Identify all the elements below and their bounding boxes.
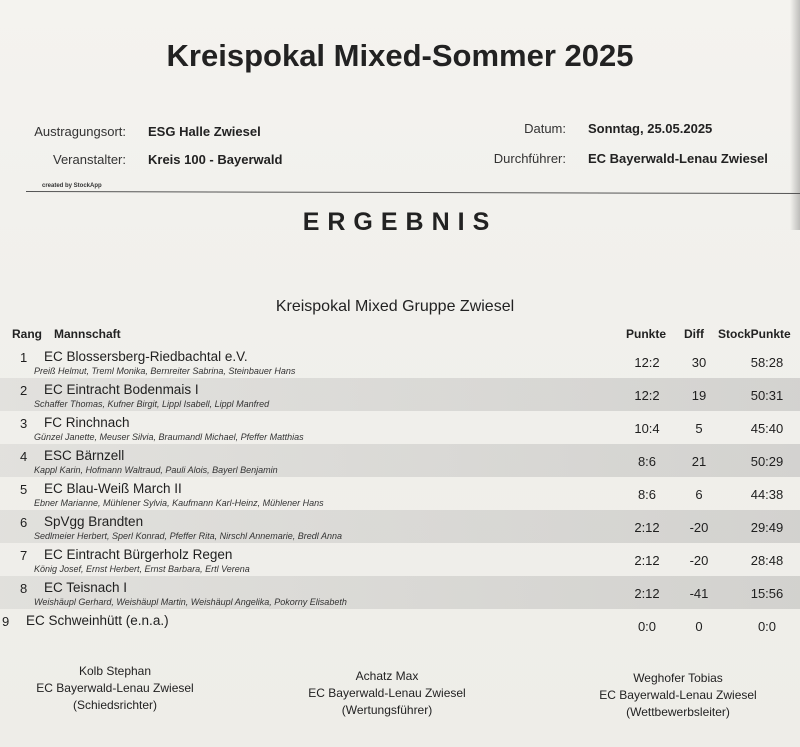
column-header-mannschaft: Mannschaft <box>54 327 121 341</box>
austragungsort-value: ESG Halle Zwiesel <box>148 124 261 139</box>
row-stockpunkte: 0:0 <box>757 619 777 634</box>
row-players: Weishäupl Gerhard, Weishäupl Martin, Weishäupl Angelika, Pokorny Elisabeth <box>34 597 347 607</box>
veranstalter-label: Veranstalter: <box>53 152 126 167</box>
table-row <box>0 510 800 543</box>
row-punkte: 10:4 <box>634 421 660 436</box>
column-header-diff: Diff <box>684 327 704 341</box>
table-row <box>0 444 800 477</box>
row-team: EC Eintracht Bürgerholz Regen <box>44 547 233 562</box>
column-header-punkte: Punkte <box>626 327 667 341</box>
row-team: EC Eintracht Bodenmais I <box>44 382 199 397</box>
table-row <box>0 411 800 444</box>
column-header-rang: Rang <box>12 327 42 341</box>
ergebnis-heading: ERGEBNIS <box>302 208 498 236</box>
signature-role: (Schiedsrichter) <box>72 698 158 712</box>
table-row <box>0 543 800 576</box>
row-team: SpVgg Brandten <box>44 514 144 529</box>
row-team: EC Schweinhütt (e.n.a.) <box>26 613 169 628</box>
signature-wertungsfuehrer <box>272 668 502 719</box>
row-stockpunkte: 50:31 <box>750 388 784 403</box>
row-team: EC Teisnach I <box>44 580 128 595</box>
signature-name: Kolb Stephan <box>78 664 152 678</box>
row-diff: 5 <box>695 421 703 436</box>
row-rank: 9 <box>2 614 10 629</box>
signature-role: (Wertungsführer) <box>341 703 433 717</box>
row-players: Sedlmeier Herbert, Sperl Konrad, Pfeffer Rita, Nirschl Annemarie, Bredl Anna <box>34 531 342 541</box>
row-players: Preiß Helmut, Treml Monika, Bernreiter Sabrina, Steinbauer Hans <box>34 366 296 376</box>
row-stockpunkte: 15:56 <box>750 586 784 601</box>
row-diff: 30 <box>691 355 707 370</box>
row-players: König Josef, Ernst Herbert, Ernst Barbara, Ertl Verena <box>34 564 250 574</box>
durchfuehrer-value: EC Bayerwald-Lenau Zwiesel <box>588 151 768 166</box>
row-players: Ebner Marianne, Mühlener Sylvia, Kaufmann Karl-Heinz, Mühlener Hans <box>34 498 324 508</box>
row-rank: 3 <box>20 416 28 431</box>
row-stockpunkte: 45:40 <box>750 421 784 436</box>
row-rank: 5 <box>20 482 28 497</box>
table-row <box>0 576 800 609</box>
row-team: EC Blossersberg-Riedbachtal e.V. <box>44 349 248 364</box>
row-rank: 1 <box>20 350 28 365</box>
row-punkte: 2:12 <box>634 553 660 568</box>
row-team: ESC Bärnzell <box>44 448 125 463</box>
row-punkte: 2:12 <box>634 586 660 601</box>
row-diff: 21 <box>691 454 707 469</box>
veranstalter-value: Kreis 100 - Bayerwald <box>148 152 283 167</box>
row-team: EC Blau-Weiß March II <box>44 481 182 496</box>
row-punkte: 8:6 <box>637 487 657 502</box>
paper-edge-shadow <box>790 0 800 230</box>
row-rank: 4 <box>20 449 28 464</box>
austragungsort-label: Austragungsort: <box>34 124 126 139</box>
row-punkte: 2:12 <box>634 520 660 535</box>
signature-schiedsrichter <box>0 663 230 714</box>
row-diff: -41 <box>689 586 709 601</box>
signature-club: EC Bayerwald-Lenau Zwiesel <box>599 688 757 702</box>
row-stockpunkte: 29:49 <box>750 520 784 535</box>
row-players: Schaffer Thomas, Kufner Birgit, Lippl Isabell, Lippl Manfred <box>34 399 270 409</box>
durchfuehrer-label: Durchführer: <box>493 151 566 166</box>
row-diff: 0 <box>695 619 703 634</box>
row-diff: -20 <box>689 520 709 535</box>
signature-role: (Wettbewerbsleiter) <box>626 705 730 719</box>
group-title: Kreispokal Mixed Gruppe Zwiesel <box>275 298 515 315</box>
page-title: Kreispokal Mixed-Sommer 2025 <box>166 38 634 73</box>
results-table <box>0 345 800 642</box>
row-rank: 8 <box>20 581 28 596</box>
row-diff: 19 <box>691 388 707 403</box>
row-rank: 7 <box>20 548 28 563</box>
signature-club: EC Bayerwald-Lenau Zwiesel <box>308 686 466 700</box>
table-row <box>0 378 800 411</box>
table-row <box>0 609 800 642</box>
row-players: Kappl Karin, Hofmann Waltraud, Pauli Alois, Bayerl Benjamin <box>34 465 278 475</box>
row-punkte: 12:2 <box>634 355 660 370</box>
datum-value: Sonntag, 25.05.2025 <box>588 121 713 136</box>
row-players: Günzel Janette, Meuser Silvia, Braumandl Michael, Pfeffer Matthias <box>34 432 304 442</box>
row-diff: -20 <box>689 553 709 568</box>
row-team: FC Rinchnach <box>44 415 130 430</box>
column-header-stockpunkte: StockPunkte <box>718 327 791 341</box>
header-divider <box>26 191 800 194</box>
row-rank: 2 <box>20 383 28 398</box>
row-stockpunkte: 44:38 <box>750 487 784 502</box>
signature-wettbewerbsleiter <box>563 670 793 721</box>
row-rank: 6 <box>20 515 28 530</box>
row-stockpunkte: 28:48 <box>750 553 784 568</box>
row-stockpunkte: 50:29 <box>750 454 784 469</box>
table-row <box>0 477 800 510</box>
table-row <box>0 345 800 378</box>
row-punkte: 0:0 <box>637 619 657 634</box>
row-punkte: 12:2 <box>634 388 660 403</box>
row-punkte: 8:6 <box>637 454 657 469</box>
signature-name: Achatz Max <box>355 669 419 683</box>
created-by-note: created by StockApp <box>42 183 102 189</box>
signature-club: EC Bayerwald-Lenau Zwiesel <box>36 681 194 695</box>
datum-label: Datum: <box>524 121 566 136</box>
signature-name: Weghofer Tobias <box>633 671 723 685</box>
row-diff: 6 <box>695 487 703 502</box>
row-stockpunkte: 58:28 <box>750 355 784 370</box>
